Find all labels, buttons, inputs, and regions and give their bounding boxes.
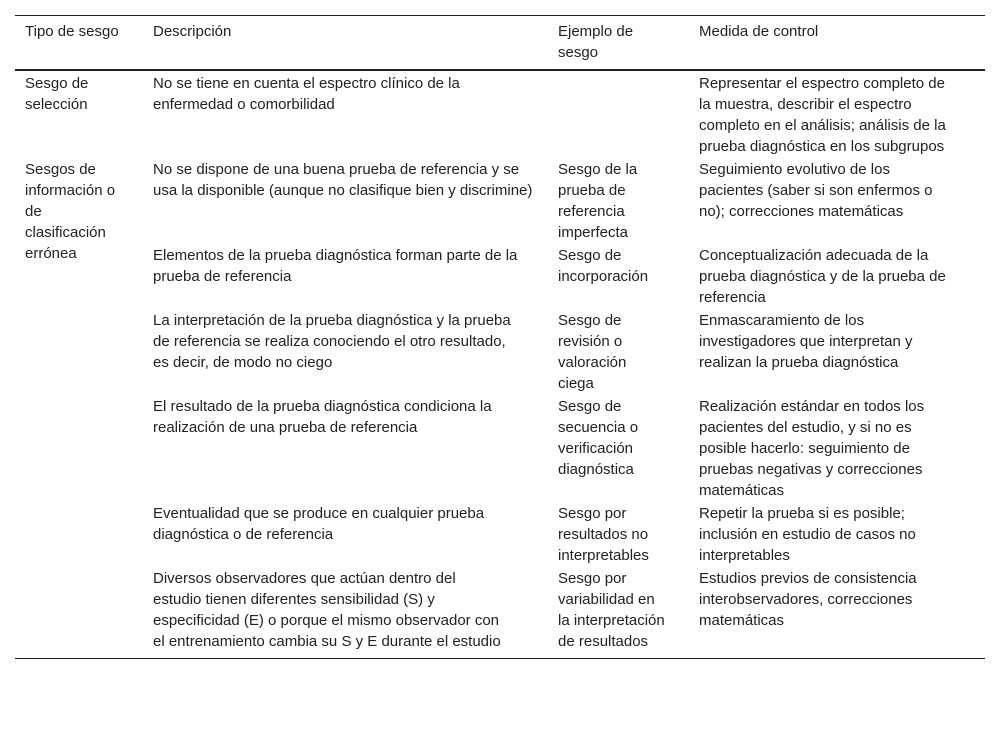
cell-ejemplo: Sesgo de revisión o valoración ciega (558, 312, 627, 392)
header-ejemplo: Ejemplo de sesgo (558, 23, 634, 61)
table-row (15, 70, 985, 158)
table-row (15, 309, 985, 395)
cell-descripcion: Diversos observadores que actúan dentro del estudio tienen diferentes sensibilidad (S) y especificidad (E) o porque el mismo observador con el entrenamiento cambia su S y E durante el estudio (153, 570, 501, 650)
cell-descripcion: Elementos de la prueba diagnóstica forman parte de la prueba de referencia (153, 247, 518, 285)
bias-table-container (15, 15, 985, 659)
cell-ejemplo: Sesgo por variabilidad en la interpretación de resultados (558, 570, 665, 650)
cell-medida: Enmascaramiento de los investigadores que interpretan y realizan la prueba diagnóstica (699, 312, 913, 371)
header-descripcion: Descripción (153, 23, 232, 40)
header-tipo: Tipo de sesgo (25, 23, 119, 40)
cell-descripcion: No se dispone de una buena prueba de referencia y se usa la disponible (aunque no clasifique bien y discrimine) (153, 161, 533, 199)
cell-ejemplo (548, 70, 689, 158)
cell-descripcion: El resultado de la prueba diagnóstica condiciona la realización de una prueba de referencia (153, 398, 492, 436)
table-row (15, 502, 985, 567)
table-row (15, 244, 985, 309)
cell-medida: Realización estándar en todos los pacientes del estudio, y si no es posible hacerlo: seguimiento de pruebas negativas y correcciones matemáticas (699, 398, 925, 499)
cell-descripcion: No se tiene en cuenta el espectro clínico de la enfermedad o comorbilidad (153, 75, 460, 113)
bias-table (15, 15, 985, 659)
cell-medida: Conceptualización adecuada de la prueba diagnóstica y de la prueba de referencia (699, 247, 946, 306)
table-header-row (15, 16, 985, 71)
cell-descripcion: La interpretación de la prueba diagnóstica y la prueba de referencia se realiza conociendo el otro resultado, es decir, de modo no ciego (153, 312, 511, 371)
cell-medida: Estudios previos de consistencia interobservadores, correcciones matemáticas (699, 570, 917, 629)
table-row (15, 395, 985, 502)
cell-tipo: Sesgos de información o de clasificación errónea (25, 161, 116, 262)
cell-tipo: Sesgo de selección (25, 75, 89, 113)
cell-ejemplo: Sesgo de secuencia o verificación diagnóstica (558, 398, 639, 478)
cell-ejemplo: Sesgo de la prueba de referencia imperfecta (558, 161, 638, 241)
cell-medida: Seguimiento evolutivo de los pacientes (saber si son enfermos o no); correcciones matemáticas (699, 161, 933, 220)
cell-ejemplo: Sesgo por resultados no interpretables (558, 505, 649, 564)
cell-descripcion: Eventualidad que se produce en cualquier prueba diagnóstica o de referencia (153, 505, 485, 543)
header-medida: Medida de control (699, 23, 819, 40)
table-row (15, 567, 985, 659)
cell-medida: Representar el espectro completo de la muestra, describir el espectro completo en el análisis; análisis de la prueba diagnóstica en los subgrupos (699, 75, 946, 155)
cell-ejemplo: Sesgo de incorporación (558, 247, 649, 285)
table-row (15, 158, 985, 244)
cell-medida: Repetir la prueba si es posible; inclusión en estudio de casos no interpretables (699, 505, 916, 564)
